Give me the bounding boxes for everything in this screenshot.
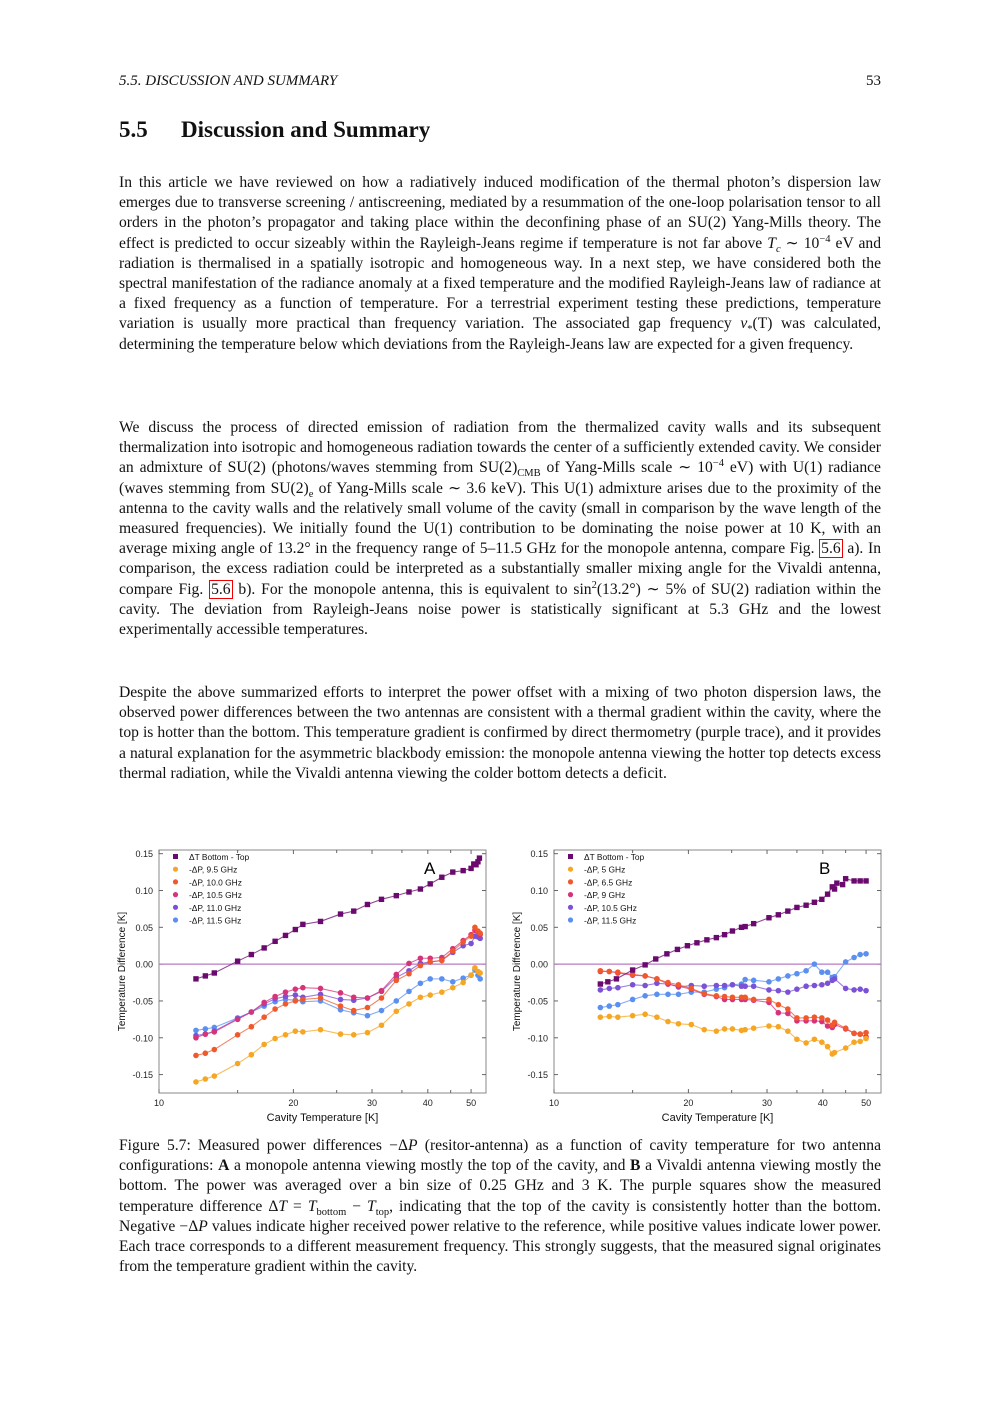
text: eV) with U(1) radiance (waves stemming from SU(2) [119, 459, 881, 497]
figure-reference-link[interactable]: 5.6 [821, 540, 841, 558]
text: a monopole antenna viewing mostly the top of the cavity, and [229, 1157, 631, 1175]
math-sub: top [375, 1206, 390, 1218]
y-tick-label: 0.05 [530, 922, 548, 933]
text: of Yang-Mills scale ∼ 10 [540, 459, 713, 477]
text: (13.2°) ∼ 5% of SU(2) radiation within the cavity. The deviation from Rayleigh-Jeans noise power is statistically significant at 5.3 GHz and the lowest experimentally accessible temperatures. [119, 580, 881, 639]
running-title: 5.5. DISCUSSION AND SUMMARY [119, 73, 338, 89]
y-tick-label: -0.10 [132, 1033, 153, 1044]
figure-caption [119, 1136, 881, 1277]
legend-entry: -ΔP, 5 GHz [584, 864, 626, 875]
math-var: T [767, 234, 776, 252]
math-var: T [367, 1197, 376, 1215]
x-axis-label: Cavity Temperature [K] [661, 1112, 774, 1124]
text: , indicating that the top of the cavity is consistently hotter than the bottom. Negative −Δ [119, 1197, 881, 1235]
paragraph-1 [119, 173, 881, 355]
y-tick-label: 0.15 [135, 849, 153, 860]
paragraph-3: Despite the above summarized efforts to interpret the power offset with a mixing of two photon dispersion laws, the observed power differences between the two antennas are consistent with a thermal gradient within the cavity, where the top is hotter than the bottom. This temperature gradient is confirmed by direct thermometry (purple trace), and it provides a natural explanation for the asymmetric blackbody emission: the monopole antenna viewing the hotter top detects excess thermal radiation, while the Vivaldi antenna viewing the colder bottom detects a deficit. [119, 684, 881, 782]
x-tick-label: 40 [422, 1098, 433, 1108]
legend-entry: ΔT Bottom - Top [584, 852, 645, 862]
x-tick-label: 40 [817, 1098, 828, 1108]
text: values indicate higher received power relative to the reference, while positive values indicate lower power. Each trace corresponds to a different measurement frequency. This strongly suggests, that the measured signal originates from the temperature gradient within the cavity. [119, 1217, 881, 1276]
text: In this article we have reviewed on how a radiatively induced modification of the thermal photon’s dispersion law emerges due to transverse screening / antiscreening, mediated by a resummation of the one-loop polarisation tensor to all orders in the photon’s propagator and taking place within the deconfining phase of an SU(2) Yang-Mills theory. The effect is predicted to occur sizeably within the Rayleigh-Jeans regime if temperature is not far above [119, 174, 881, 252]
math-sub: CMB [517, 468, 541, 480]
math-sup: −4 [712, 458, 724, 470]
section-number: 5.5 [119, 117, 148, 142]
text: a Vivaldi antenna viewing mostly the bottom. The power was averaged over a bin size of 0.25 GHz and 3 K. The purple squares show the measured temperature difference Δ [119, 1157, 881, 1215]
y-tick-label: 0.10 [530, 886, 548, 896]
y-tick-label: -0.15 [527, 1070, 548, 1081]
y-tick-label: -0.05 [527, 996, 548, 1007]
legend-entry: -ΔP, 11.0 GHz [189, 902, 242, 913]
x-tick-label: 30 [367, 1098, 378, 1108]
math-sub: c [775, 243, 781, 255]
text: = [287, 1197, 308, 1215]
chart-panel-a [112, 842, 497, 1132]
running-header [119, 73, 881, 90]
x-axis-label: Cavity Temperature [K] [266, 1112, 379, 1124]
panel-label: A [218, 1157, 230, 1175]
panel-letter: B [819, 859, 831, 878]
y-axis-label: Temperature Difference [K] [117, 911, 128, 1032]
math-sub: * [747, 324, 753, 336]
legend-entry: -ΔP, 9 GHz [584, 890, 626, 901]
y-tick-label: 0.00 [530, 959, 548, 970]
y-tick-label: -0.05 [132, 996, 153, 1007]
y-tick-label: 0.00 [135, 959, 153, 970]
x-tick-label: 30 [762, 1098, 773, 1108]
legend-entry: -ΔP, 10.5 GHz [584, 902, 637, 913]
math-sup: −4 [819, 233, 831, 245]
math-var: P [198, 1217, 208, 1235]
text: We discuss the process of directed emission of radiation from the thermalized cavity walls and its subsequent thermalization into isotropic and homogeneous radiation towards the center of a sufficiently extended cavity. We consider an admixture of SU(2) (photons/waves stemming from SU(2) [119, 419, 881, 477]
x-tick-label: 50 [861, 1098, 872, 1108]
x-tick-label: 50 [466, 1098, 477, 1108]
text: Figure 5.7: Measured power differences −Δ [119, 1137, 408, 1154]
legend-entry: -ΔP, 6.5 GHz [584, 877, 633, 888]
y-tick-label: 0.05 [135, 922, 153, 933]
text: b). For the monopole antenna, this is equivalent to sin [232, 580, 592, 598]
text: eV and radiation is thermalised in a spatially isotropic and homogeneous way. In a next step, we have considered both the spectral manifestation of the radiance anomaly at a fixed temperature and the modified Rayleigh-Jeans law of radiance at a fixed frequency as a function of temperature. For a terrestrial experiment testing these predictions, temperature variation is usually more practical than frequency variation. The associated gap frequency [119, 234, 882, 333]
math-var: T [278, 1197, 288, 1215]
y-tick-label: 0.15 [530, 849, 548, 860]
text: (T) was calculated, determining the temperature below which deviations from the Rayleigh-Jeans law are expected for a given frequency. [119, 315, 881, 353]
panel-letter: A [424, 859, 436, 878]
paragraph-2 [119, 418, 881, 640]
legend-entry: -ΔP, 9.5 GHz [189, 864, 238, 875]
y-axis-label: Temperature Difference [K] [512, 911, 523, 1032]
y-tick-label: -0.15 [132, 1070, 153, 1081]
section-title: Discussion and Summary [181, 117, 431, 142]
panel-label: B [630, 1157, 641, 1175]
legend-entry: -ΔP, 10.5 GHz [189, 890, 242, 901]
legend-entry: ΔT Bottom - Top [189, 852, 250, 862]
legend-entry: -ΔP, 11.5 GHz [584, 915, 637, 926]
chart-panel-b [507, 842, 892, 1132]
legend-entry: -ΔP, 10.0 GHz [189, 877, 242, 888]
text: − [346, 1197, 368, 1215]
x-tick-label: 10 [548, 1098, 560, 1108]
y-tick-label: 0.10 [135, 886, 153, 896]
legend-entry: -ΔP, 11.5 GHz [189, 915, 242, 926]
math-var: T [307, 1197, 317, 1215]
math-var: ν [740, 315, 748, 333]
text: ∼ 10 [780, 234, 820, 252]
x-tick-label: 10 [153, 1098, 165, 1108]
text: (resitor-antenna) as a function of cavity temperature for two antenna configurations: [119, 1137, 881, 1175]
text: of Yang-Mills scale ∼ 3.6 keV). This U(1) admixture arises due to the proximity of the antenna to the cavity walls and the relatively small volume of the cavity (small in comparison by the wave length of the measured frequencies). We initially found the U(1) contribution to be dominating the noise power at 10 K, with an average mixing angle of 13.2° in the frequency range of 5–11.5 GHz for the monopole antenna, compare Fig. [119, 479, 881, 558]
x-tick-label: 20 [683, 1098, 694, 1108]
figure-reference-link[interactable]: 5.6 [211, 580, 231, 598]
x-tick-label: 20 [288, 1098, 299, 1108]
math-sub: e [308, 488, 314, 500]
math-sub: bottom [316, 1206, 347, 1218]
page-number: 53 [866, 73, 881, 89]
text: a). In comparison, the excess radiation could be interpreted as a substantially smaller mixing angle for the Vivaldi antenna, compare Fig. [119, 540, 881, 598]
section-heading [119, 117, 430, 143]
y-tick-label: -0.10 [527, 1033, 548, 1044]
math-var: P [408, 1137, 418, 1154]
math-sup: 2 [591, 579, 597, 591]
